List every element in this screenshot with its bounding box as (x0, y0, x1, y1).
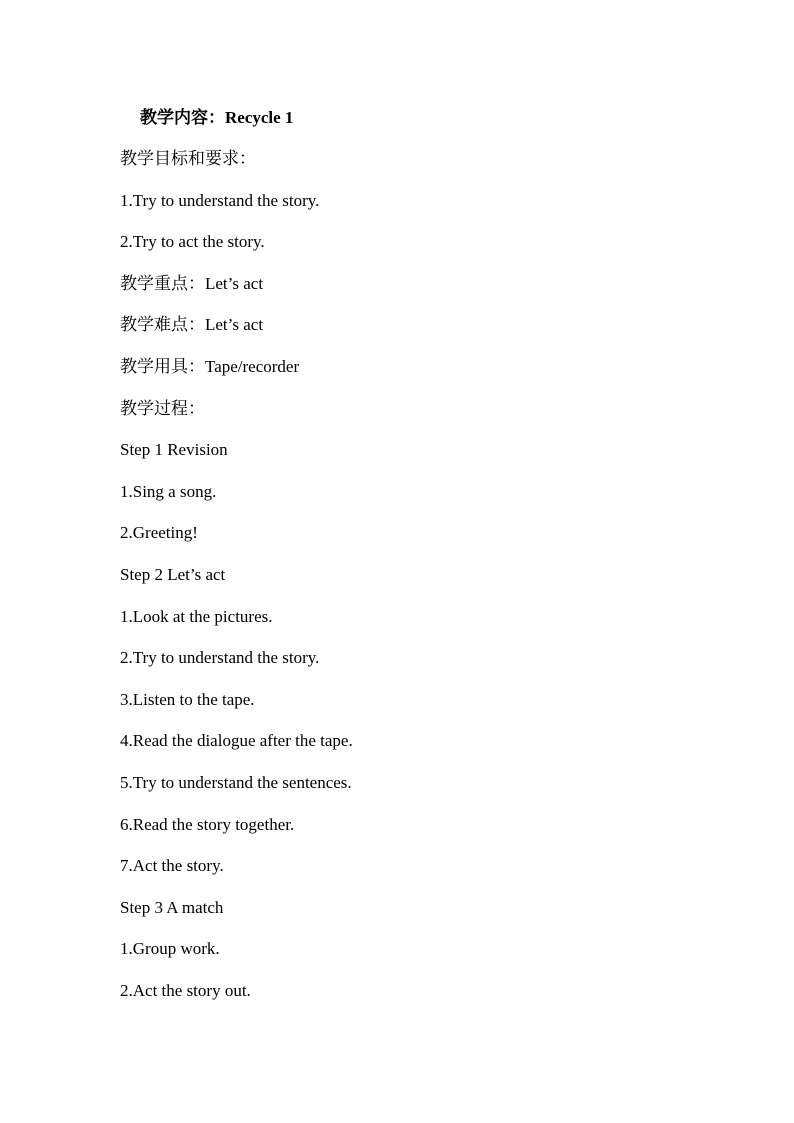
step-heading: Step 2 Let’s act (120, 564, 226, 584)
step-item: 1.Sing a song. (120, 481, 217, 501)
step-item: 2.Try to understand the story. (120, 648, 320, 668)
step-item: 2.Greeting! (120, 523, 198, 543)
step-item: 5.Try to understand the sentences. (120, 772, 352, 792)
step-item: 1.Group work. (120, 939, 220, 959)
step-item: 7.Act the story. (120, 856, 224, 876)
step-heading: Step 3 A match (120, 897, 224, 917)
step-item: 1.Look at the pictures. (120, 606, 273, 626)
objective-line: 2.Try to act the story. (120, 232, 265, 252)
key-point-line: 教学重点：Let’s act (120, 273, 264, 293)
step-item: 2.Act the story out. (120, 980, 251, 1000)
step-item: 4.Read the dialogue after the tape. (120, 731, 353, 751)
objectives-heading: 教学目标和要求： (120, 149, 256, 168)
teaching-aids-line: 教学用具：Tape/recorder (120, 356, 300, 376)
difficult-point-line: 教学难点：Let’s act (120, 315, 264, 335)
objective-line: 1.Try to understand the story. (120, 190, 320, 210)
lesson-plan-lines (120, 148, 353, 1021)
step-heading: Step 1 Revision (120, 440, 228, 460)
step-item: 6.Read the story together. (120, 814, 295, 834)
step-item: 3.Listen to the tape. (120, 689, 255, 709)
procedure-heading: 教学过程： (120, 398, 205, 418)
lesson-title: 教学内容：Recycle 1 (140, 108, 294, 127)
